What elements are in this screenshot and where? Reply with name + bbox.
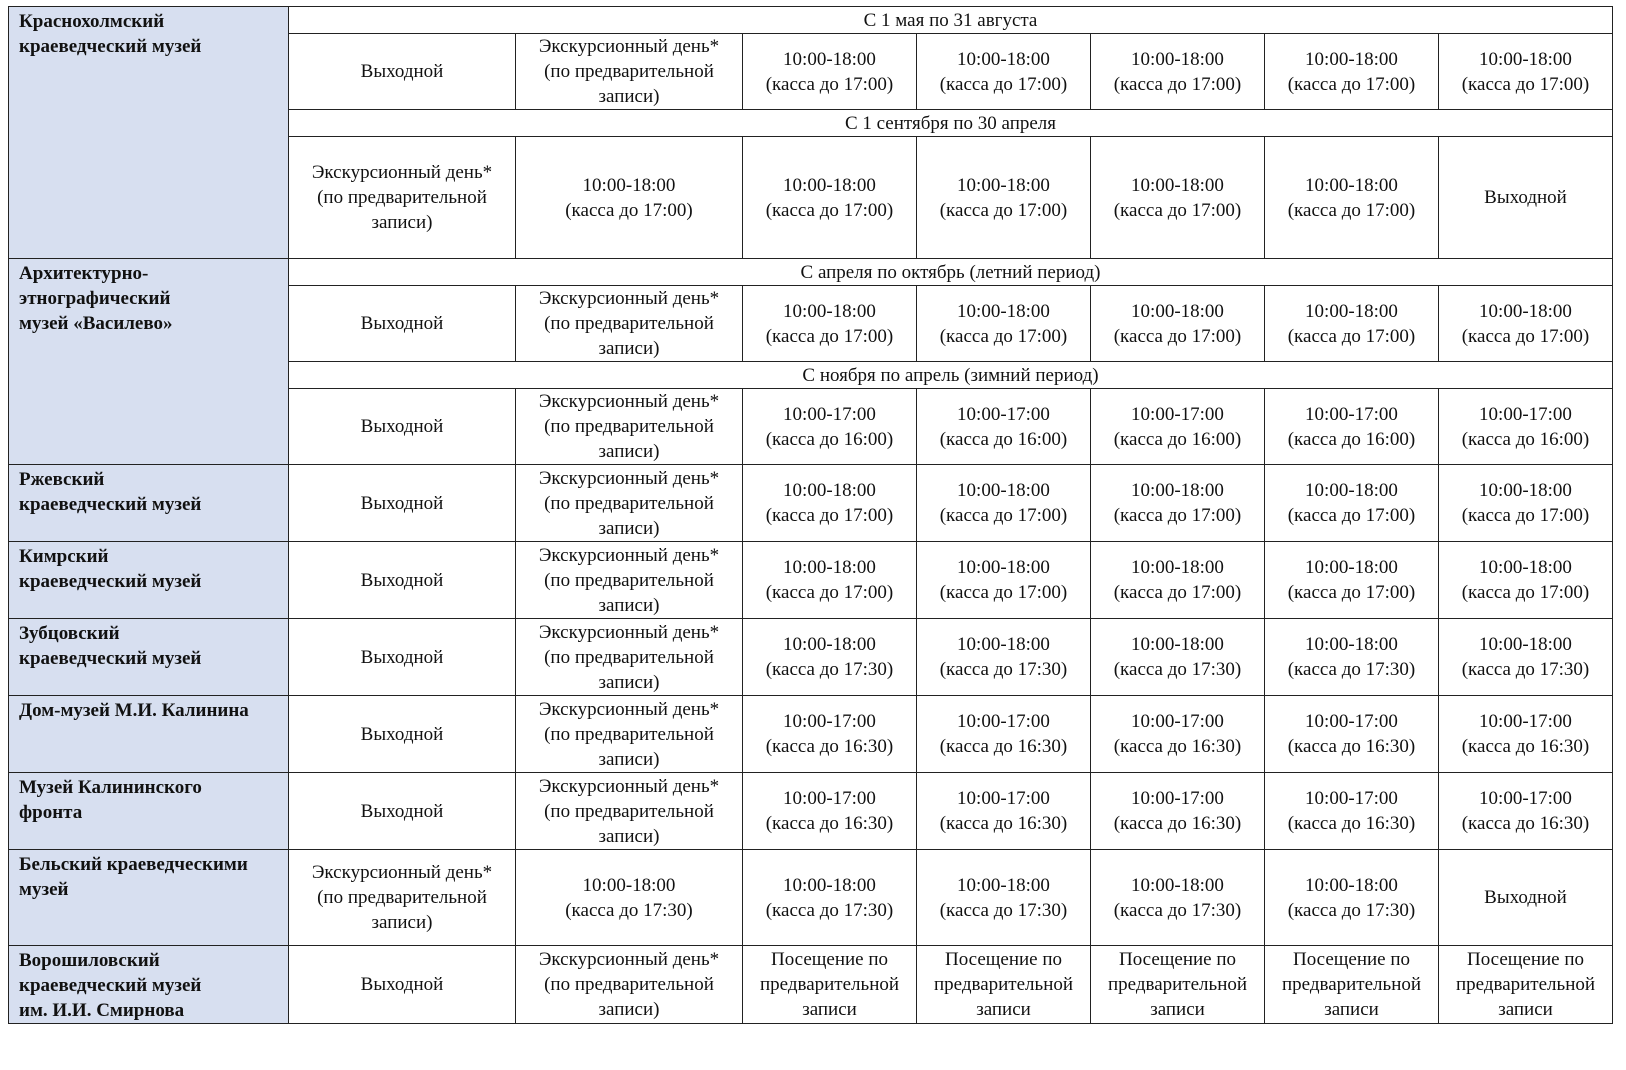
- cell-line: 10:00-18:00: [1131, 634, 1224, 655]
- cell-line: 10:00-18:00: [582, 174, 676, 196]
- cell-line: (касса до 16:00): [1113, 428, 1242, 450]
- day-cell: [1091, 850, 1265, 946]
- cell-line: (касса до 17:00): [1461, 73, 1590, 95]
- day-cell: [743, 946, 917, 1024]
- cell-line: Выходной: [360, 723, 444, 745]
- cell-line: записи): [598, 594, 660, 616]
- cell-line: 10:00-18:00: [1131, 300, 1224, 322]
- day-cell: [1265, 389, 1439, 465]
- cell-line: Экскурсионный день*: [538, 621, 720, 643]
- cell-line: этнографический: [19, 288, 171, 309]
- day-cell: [1091, 34, 1265, 110]
- day-cell: [1091, 619, 1265, 696]
- cell-line: (касса до 17:30): [1113, 899, 1242, 921]
- day-cell: [1265, 137, 1439, 259]
- cell-line: фронта: [19, 802, 83, 823]
- cell-line: 10:00-18:00: [957, 634, 1050, 655]
- cell-line: записи): [371, 212, 433, 233]
- cell-line: 10:00-18:00: [1479, 634, 1572, 655]
- day-cell: [289, 946, 516, 1024]
- day-cell: [516, 696, 743, 773]
- cell-line: (по предварительной: [544, 61, 714, 82]
- cell-line: Экскурсионный день*: [538, 36, 720, 57]
- cell-line: 10:00-18:00: [783, 874, 876, 896]
- cell-line: записи: [1150, 999, 1205, 1020]
- cell-line: Посещение по: [944, 949, 1063, 970]
- cell-line: им. И.И. Смирнова: [19, 1000, 185, 1021]
- day-cell: [917, 542, 1091, 619]
- cell-line: записи): [598, 338, 660, 359]
- day-cell: [1091, 465, 1265, 542]
- cell-line: Экскурсионный день*: [538, 288, 720, 309]
- cell-line: (касса до 17:00): [765, 505, 894, 526]
- cell-line: предварительной: [1281, 974, 1422, 995]
- cell-line: 10:00-17:00: [783, 403, 876, 425]
- cell-line: Экскурсионный день*: [538, 775, 720, 797]
- cell-line: 10:00-18:00: [1131, 48, 1224, 70]
- cell-line: 10:00-17:00: [783, 788, 876, 809]
- museum-name-cell: [9, 946, 289, 1024]
- cell-line: краеведческий музей: [19, 975, 202, 996]
- cell-line: (по предварительной: [544, 313, 714, 334]
- day-cell: [743, 696, 917, 773]
- museum-name-cell: [9, 542, 289, 619]
- day-cell: [289, 137, 516, 259]
- cell-line: 10:00-18:00: [957, 557, 1050, 578]
- cell-line: 10:00-18:00: [957, 174, 1050, 196]
- cell-line: (касса до 17:30): [939, 899, 1068, 921]
- day-cell: [289, 465, 516, 542]
- day-cell: [1265, 619, 1439, 696]
- cell-line: Музей Калининского: [19, 777, 202, 798]
- day-cell: [1439, 850, 1613, 946]
- day-cell: [1091, 773, 1265, 850]
- day-cell: [743, 619, 917, 696]
- day-cell: [289, 286, 516, 362]
- day-cell: [1439, 137, 1613, 259]
- day-cell: [516, 137, 743, 259]
- cell-line: Экскурсионный день*: [538, 544, 720, 566]
- cell-line: 10:00-17:00: [1479, 403, 1572, 425]
- day-cell: [289, 542, 516, 619]
- cell-line: 10:00-18:00: [1305, 480, 1398, 501]
- cell-line: музей «Василево»: [19, 313, 173, 334]
- cell-line: Экскурсионный день*: [311, 862, 493, 883]
- cell-line: (касса до 16:30): [1113, 736, 1242, 757]
- day-cell: [516, 34, 743, 110]
- day-cell: [917, 850, 1091, 946]
- period-title: С ноября по апрель (зимний период): [289, 362, 1613, 389]
- cell-line: 10:00-17:00: [1131, 788, 1224, 809]
- day-cell: [1265, 850, 1439, 946]
- cell-line: Выходной: [1484, 187, 1567, 208]
- cell-line: (касса до 16:30): [1287, 813, 1416, 834]
- day-cell: [1265, 946, 1439, 1024]
- cell-line: 10:00-18:00: [1305, 48, 1398, 70]
- cell-line: Посещение по: [1466, 949, 1585, 970]
- cell-line: (касса до 17:30): [765, 659, 894, 680]
- day-cell: [1439, 542, 1613, 619]
- cell-line: 10:00-18:00: [957, 48, 1050, 70]
- museum-name-cell: [9, 259, 289, 465]
- cell-line: (касса до 16:00): [1461, 428, 1590, 450]
- cell-line: 10:00-18:00: [1131, 174, 1224, 196]
- cell-line: Выходной: [360, 569, 444, 591]
- cell-line: (касса до 16:00): [939, 428, 1068, 450]
- day-cell: [1265, 34, 1439, 110]
- cell-line: записи): [598, 748, 660, 770]
- cell-line: 10:00-18:00: [1305, 300, 1398, 322]
- day-cell: [917, 773, 1091, 850]
- cell-line: (касса до 17:30): [1287, 899, 1416, 921]
- day-cell: [516, 773, 743, 850]
- day-cell: [516, 286, 743, 362]
- day-cell: [917, 389, 1091, 465]
- cell-line: Выходной: [360, 61, 444, 82]
- day-cell: [743, 389, 917, 465]
- day-cell: [289, 619, 516, 696]
- day-cell: [1091, 696, 1265, 773]
- cell-line: (по предварительной: [544, 800, 714, 822]
- day-cell: [1439, 946, 1613, 1024]
- schedule-row: [9, 542, 1613, 619]
- cell-line: 10:00-18:00: [1479, 480, 1572, 501]
- cell-line: (касса до 17:00): [1287, 325, 1416, 347]
- day-cell: [743, 850, 917, 946]
- cell-line: предварительной: [1455, 974, 1596, 995]
- cell-line: 10:00-18:00: [783, 48, 876, 70]
- cell-line: (касса до 17:00): [1113, 582, 1242, 603]
- cell-line: записи): [598, 441, 660, 462]
- day-cell: [289, 696, 516, 773]
- cell-line: Бельский краеведческими: [19, 854, 248, 875]
- cell-line: (касса до 17:00): [1113, 199, 1242, 221]
- cell-line: 10:00-18:00: [1131, 480, 1224, 501]
- day-cell: [289, 773, 516, 850]
- museum-name-cell: [9, 619, 289, 696]
- day-cell: [1091, 542, 1265, 619]
- cell-line: 10:00-18:00: [957, 300, 1050, 322]
- cell-line: записи: [1324, 999, 1379, 1020]
- cell-line: Посещение по: [1118, 949, 1237, 970]
- cell-line: Экскурсионный день*: [538, 698, 720, 720]
- cell-line: 10:00-18:00: [957, 874, 1050, 896]
- day-cell: [516, 619, 743, 696]
- day-cell: [917, 619, 1091, 696]
- cell-line: записи): [598, 999, 660, 1020]
- cell-line: Посещение по: [770, 949, 889, 970]
- period-title: С 1 сентября по 30 апреля: [289, 110, 1613, 137]
- cell-line: Выходной: [360, 800, 444, 822]
- cell-line: (касса до 17:00): [1461, 505, 1590, 526]
- cell-line: краеведческий музей: [19, 494, 202, 515]
- cell-line: 10:00-17:00: [957, 403, 1050, 425]
- cell-line: записи): [598, 517, 660, 539]
- day-cell: [1091, 286, 1265, 362]
- cell-line: краеведческий музей: [19, 648, 202, 669]
- day-cell: [516, 850, 743, 946]
- cell-line: 10:00-17:00: [1131, 711, 1224, 732]
- cell-line: 10:00-17:00: [1131, 403, 1224, 425]
- cell-line: (касса до 16:00): [765, 428, 894, 450]
- cell-line: 10:00-18:00: [783, 480, 876, 501]
- day-cell: [1265, 773, 1439, 850]
- cell-line: Выходной: [360, 416, 444, 437]
- day-cell: [289, 389, 516, 465]
- day-cell: [516, 389, 743, 465]
- cell-line: (по предварительной: [544, 723, 714, 745]
- cell-line: (касса до 17:30): [765, 899, 894, 921]
- day-cell: [1265, 465, 1439, 542]
- day-cell: [743, 773, 917, 850]
- cell-line: записи): [371, 912, 433, 933]
- cell-line: 10:00-18:00: [1305, 174, 1398, 196]
- cell-line: 10:00-18:00: [1131, 557, 1224, 578]
- cell-line: (касса до 17:00): [765, 582, 894, 603]
- cell-line: (касса до 16:30): [1287, 736, 1416, 757]
- cell-line: записи): [598, 86, 660, 107]
- day-cell: [917, 137, 1091, 259]
- cell-line: Краснохолмский: [19, 11, 165, 32]
- cell-line: записи: [976, 999, 1031, 1020]
- museum-name-cell: [9, 696, 289, 773]
- cell-line: (касса до 16:30): [765, 736, 894, 757]
- day-cell: [1439, 465, 1613, 542]
- cell-line: Экскурсионный день*: [538, 467, 720, 489]
- schedule-row: [9, 696, 1613, 773]
- cell-line: записи): [598, 825, 660, 847]
- cell-line: Архитектурно-: [19, 263, 149, 284]
- day-cell: [289, 34, 516, 110]
- cell-line: краеведческий музей: [19, 36, 202, 57]
- museum-name-cell: [9, 7, 289, 259]
- cell-line: (касса до 17:00): [1287, 582, 1416, 603]
- cell-line: (касса до 17:00): [565, 199, 693, 221]
- museum-name-cell: [9, 850, 289, 946]
- cell-line: Выходной: [360, 974, 444, 995]
- cell-line: (касса до 16:30): [939, 736, 1068, 757]
- cell-line: 10:00-18:00: [1305, 557, 1398, 578]
- cell-line: 10:00-18:00: [1479, 300, 1572, 322]
- day-cell: [1439, 286, 1613, 362]
- cell-line: (касса до 16:30): [1461, 813, 1590, 834]
- cell-line: (касса до 17:00): [939, 325, 1068, 347]
- cell-line: 10:00-18:00: [1479, 48, 1572, 70]
- cell-line: 10:00-18:00: [783, 300, 876, 322]
- day-cell: [917, 946, 1091, 1024]
- cell-line: предварительной: [759, 974, 900, 995]
- day-cell: [1439, 34, 1613, 110]
- cell-line: 10:00-17:00: [1479, 788, 1572, 809]
- day-cell: [1091, 137, 1265, 259]
- day-cell: [743, 542, 917, 619]
- cell-line: Кимрский: [19, 546, 109, 567]
- cell-line: (касса до 17:00): [939, 73, 1068, 95]
- day-cell: [289, 850, 516, 946]
- day-cell: [1091, 389, 1265, 465]
- cell-line: (по предварительной: [544, 646, 714, 668]
- cell-line: Выходной: [360, 646, 444, 668]
- cell-line: 10:00-18:00: [1131, 874, 1224, 896]
- cell-line: (по предварительной: [317, 187, 487, 208]
- period-header-row: [9, 259, 1613, 286]
- cell-line: (касса до 17:30): [1287, 659, 1416, 680]
- cell-line: (касса до 17:00): [939, 582, 1068, 603]
- schedule-row: [9, 619, 1613, 696]
- cell-line: (касса до 17:00): [1287, 73, 1416, 95]
- cell-line: (касса до 16:30): [939, 813, 1068, 834]
- cell-line: (касса до 17:00): [1461, 582, 1590, 603]
- day-cell: [1439, 389, 1613, 465]
- cell-line: Ворошиловский: [19, 950, 160, 971]
- cell-line: (касса до 16:30): [765, 813, 894, 834]
- museum-schedule-table: [8, 6, 1613, 1024]
- schedule-row: [9, 850, 1613, 946]
- day-cell: [917, 465, 1091, 542]
- museum-name-cell: [9, 773, 289, 850]
- cell-line: (касса до 17:00): [939, 199, 1068, 221]
- day-cell: [743, 34, 917, 110]
- cell-line: (по предварительной: [544, 974, 714, 995]
- cell-line: музей: [19, 879, 69, 900]
- day-cell: [1439, 773, 1613, 850]
- schedule-row: [9, 465, 1613, 542]
- cell-line: Экскурсионный день*: [538, 949, 720, 970]
- cell-line: 10:00-17:00: [957, 788, 1050, 809]
- cell-line: (касса до 17:00): [1113, 325, 1242, 347]
- cell-line: (касса до 16:00): [1287, 428, 1416, 450]
- day-cell: [1265, 542, 1439, 619]
- day-cell: [1091, 946, 1265, 1024]
- cell-line: 10:00-18:00: [957, 480, 1050, 501]
- day-cell: [1265, 696, 1439, 773]
- cell-line: (касса до 17:00): [939, 505, 1068, 526]
- day-cell: [1439, 619, 1613, 696]
- period-title: С 1 мая по 31 августа: [289, 7, 1613, 34]
- cell-line: (по предварительной: [544, 492, 714, 514]
- cell-line: (касса до 17:30): [565, 899, 693, 921]
- cell-line: 10:00-18:00: [783, 634, 876, 655]
- day-cell: [743, 137, 917, 259]
- cell-line: (касса до 17:30): [1461, 659, 1590, 680]
- cell-line: (касса до 17:00): [1113, 505, 1242, 526]
- cell-line: Выходной: [360, 313, 444, 334]
- cell-line: (касса до 17:00): [1113, 73, 1242, 95]
- cell-line: 10:00-17:00: [957, 711, 1050, 732]
- cell-line: Выходной: [1484, 887, 1567, 908]
- cell-line: (касса до 16:30): [1113, 813, 1242, 834]
- day-cell: [516, 465, 743, 542]
- day-cell: [1439, 696, 1613, 773]
- cell-line: краеведческий музей: [19, 571, 202, 592]
- cell-line: (касса до 17:00): [765, 199, 894, 221]
- cell-line: 10:00-18:00: [783, 174, 876, 196]
- cell-line: (касса до 17:00): [765, 325, 894, 347]
- cell-line: Экскурсионный день*: [538, 391, 720, 412]
- day-cell: [743, 465, 917, 542]
- cell-line: 10:00-17:00: [1305, 403, 1398, 425]
- cell-line: (касса до 17:00): [765, 73, 894, 95]
- cell-line: 10:00-18:00: [783, 557, 876, 578]
- cell-line: Выходной: [360, 492, 444, 514]
- cell-line: Посещение по: [1292, 949, 1411, 970]
- museum-name-cell: [9, 465, 289, 542]
- day-cell: [743, 286, 917, 362]
- day-cell: [917, 34, 1091, 110]
- cell-line: Дом-музей М.И. Калинина: [19, 700, 249, 721]
- cell-line: записи): [598, 671, 660, 693]
- cell-line: 10:00-17:00: [1305, 788, 1398, 809]
- cell-line: (касса до 16:30): [1461, 736, 1590, 757]
- cell-line: (касса до 17:30): [939, 659, 1068, 680]
- day-cell: [917, 286, 1091, 362]
- cell-line: 10:00-18:00: [1305, 634, 1398, 655]
- period-title: С апреля по октябрь (летний период): [289, 259, 1613, 286]
- cell-line: 10:00-17:00: [1479, 711, 1572, 732]
- period-header-row: [9, 7, 1613, 34]
- cell-line: (касса до 17:30): [1113, 659, 1242, 680]
- cell-line: Зубцовский: [19, 623, 120, 644]
- cell-line: (касса до 17:00): [1287, 505, 1416, 526]
- cell-line: записи: [802, 999, 857, 1020]
- schedule-row: [9, 946, 1613, 1024]
- cell-line: 10:00-17:00: [783, 711, 876, 732]
- cell-line: Ржевский: [19, 469, 105, 490]
- cell-line: 10:00-18:00: [1305, 874, 1398, 896]
- cell-line: (по предварительной: [317, 887, 487, 908]
- day-cell: [917, 696, 1091, 773]
- cell-line: (по предварительной: [544, 416, 714, 437]
- cell-line: 10:00-18:00: [1479, 557, 1572, 578]
- schedule-row: [9, 773, 1613, 850]
- day-cell: [516, 946, 743, 1024]
- cell-line: Экскурсионный день*: [311, 162, 493, 183]
- cell-line: (по предварительной: [544, 569, 714, 591]
- day-cell: [1265, 286, 1439, 362]
- cell-line: предварительной: [1107, 974, 1248, 995]
- cell-line: (касса до 17:00): [1461, 325, 1590, 347]
- day-cell: [516, 542, 743, 619]
- cell-line: 10:00-17:00: [1305, 711, 1398, 732]
- cell-line: (касса до 17:00): [1287, 199, 1416, 221]
- cell-line: предварительной: [933, 974, 1074, 995]
- cell-line: 10:00-18:00: [582, 874, 676, 896]
- cell-line: записи: [1498, 999, 1553, 1020]
